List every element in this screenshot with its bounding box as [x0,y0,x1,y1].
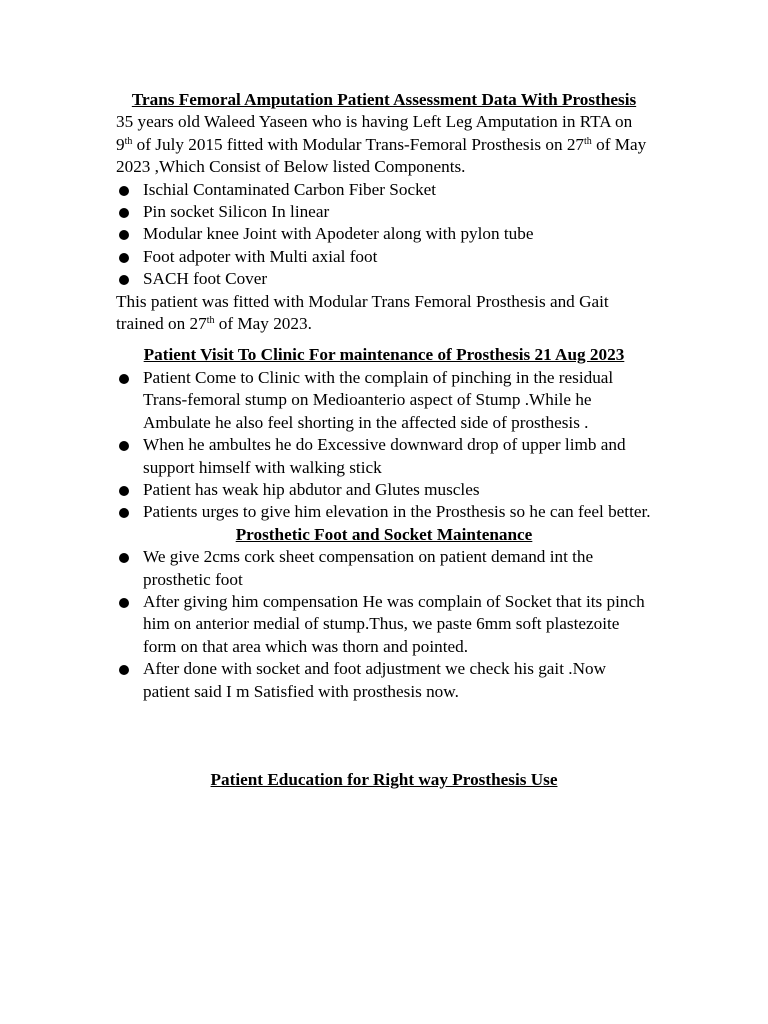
bullet-icon [119,553,129,563]
list-item-text: When he ambultes he do Excessive downward drop of upper limb and support himself with walking stick [143,435,626,477]
spacer [116,703,652,769]
list-item [116,246,652,268]
spacer [116,335,652,344]
bullet-icon [119,253,129,263]
bullet-icon [119,230,129,240]
list-item [116,479,652,501]
list-item-text: Ischial Contaminated Carbon Fiber Socket [143,179,437,199]
bullet-icon [119,665,129,675]
list-item-text: After giving him compensation He was complain of Socket that its pinch him on anterior medial of stump.Thus, we paste 6mm soft plastezoite form on that area which was thorn and pointed. [143,591,645,656]
list-item [116,546,652,591]
bullet-icon [119,374,129,384]
list-item-text: Patient Come to Clinic with the complain of pinching in the residual Trans-femoral stump on Medioanterio aspect of Stump .While he Ambulate he also feel shorting in the affected side of prosthesis . [143,367,614,432]
list-item [116,591,652,658]
list-item [116,268,652,290]
list-item-text: After done with socket and foot adjustment we check his gait .Now patient said I m Satisfied with prosthesis now. [143,659,606,701]
bullet-icon [119,186,129,196]
bullet-icon [119,275,129,285]
list-item [116,434,652,479]
bullet-icon [119,598,129,608]
list-item-text: Patients urges to give him elevation in the Prosthesis so he can feel better. [143,502,651,522]
document-page [116,89,652,791]
closing-paragraph [116,291,652,336]
intro-text-c: of May 2023 ,Which Consist of Below listed Components. [116,134,647,177]
intro-paragraph [116,111,652,178]
list-item-text: We give 2cms cork sheet compensation on patient demand int the prosthetic foot [143,547,594,589]
maintenance-list [116,546,652,703]
ordinal-suffix: th [584,135,592,147]
closing-text-a: This patient was fitted with Modular Trans Femoral Prosthesis and Gait trained on 27 [116,291,609,334]
closing-text-b: of May 2023. [214,314,312,334]
list-item-text: Modular knee Joint with Apodeter along with pylon tube [143,224,534,244]
section-title-assessment: Trans Femoral Amputation Patient Assessment Data With Prosthesis [131,90,637,109]
section-title-education: Patient Education for Right way Prosthesis Use [210,769,558,789]
visit-findings-list [116,367,652,524]
bullet-icon [119,486,129,496]
list-item-text: Foot adpoter with Multi axial foot [143,246,378,266]
section-title-maintenance: Prosthetic Foot and Socket Maintenance [235,524,533,544]
list-item-text: Pin socket Silicon In linear [143,202,330,222]
list-item [116,179,652,201]
section-title-clinic-visit: Patient Visit To Clinic For maintenance of Prosthesis 21 Aug 2023 [143,345,625,365]
list-item [116,367,652,434]
list-item [116,501,652,523]
ordinal-suffix: th [206,315,215,327]
bullet-icon [119,441,129,451]
ordinal-suffix: th [124,135,133,147]
list-item [116,223,652,245]
list-item-text: Patient has weak hip abdutor and Glutes muscles [143,479,480,499]
list-item [116,658,652,703]
intro-text-a: 35 years old Waleed Yaseen who is having Left Leg Amputation in RTA on 9 [116,112,633,154]
list-item-text: SACH foot Cover [143,269,268,289]
bullet-icon [119,208,129,218]
list-item [116,201,652,223]
intro-text-b: of July 2015 fitted with Modular Trans-Femoral Prosthesis on 27 [132,134,585,154]
bullet-icon [119,508,129,518]
components-list [116,179,652,291]
